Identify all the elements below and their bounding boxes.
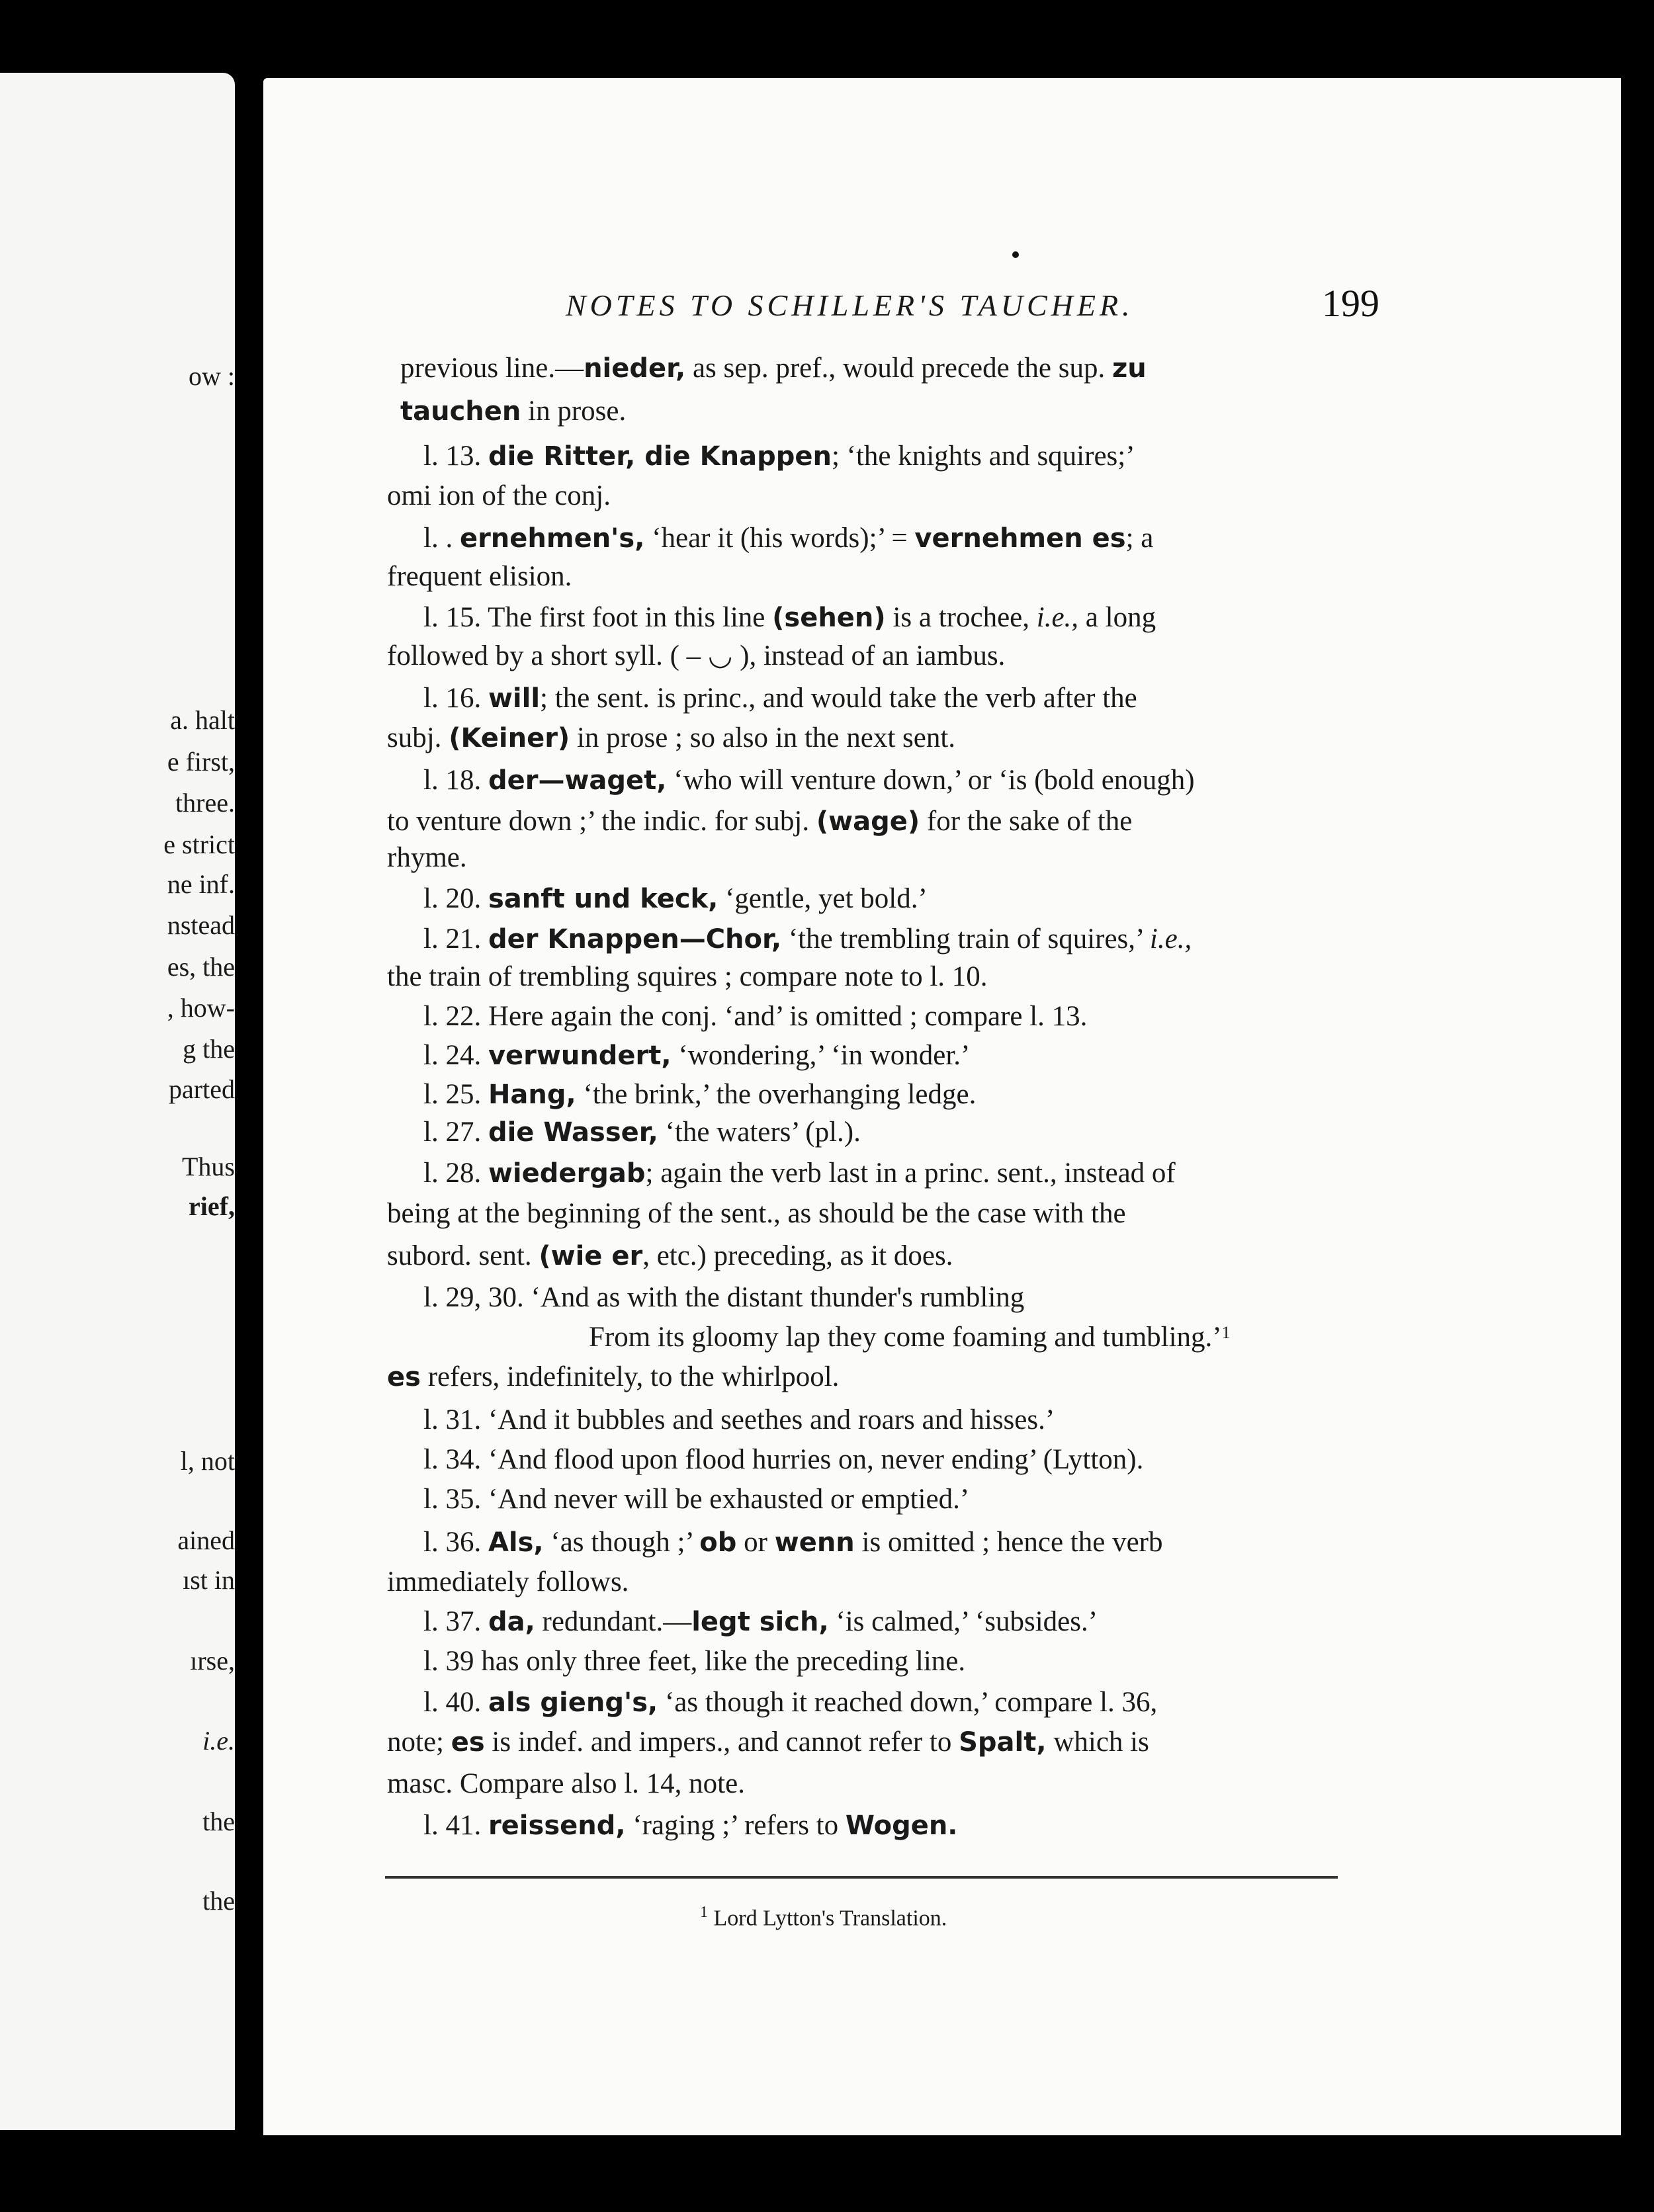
note-continuation [387, 1728, 1149, 1756]
note-continuation [589, 1323, 1231, 1351]
note-entry [423, 1283, 1024, 1312]
note-continuation [387, 843, 467, 872]
note-text: followed by a short syll. ( – ◡ ), instead of an iambus. [387, 640, 1006, 671]
note-text: as sep. pref., would precede the sup. [685, 353, 1112, 384]
german-term: ob [699, 1527, 737, 1558]
left-page-line: i.e. [202, 1726, 235, 1756]
left-page-line: parted [169, 1074, 235, 1104]
note-text: being at the beginning of the sent., as should be the case with the [387, 1198, 1126, 1229]
footnote-rule [385, 1876, 1338, 1879]
note-text: ; the sent. is princ., and would take the verb after the [540, 683, 1137, 714]
left-page-line: a. halt [170, 705, 235, 735]
line-reference: l. 39 [423, 1646, 482, 1677]
left-page-line: three. [175, 788, 235, 818]
note-text: rhyme. [387, 842, 467, 873]
italic-text: i.e., [1036, 602, 1079, 633]
note-entry [423, 684, 1137, 712]
note-entry [423, 1607, 1098, 1636]
note-text: refers, indefinitely, to the whirlpool. [420, 1361, 840, 1392]
note-continuation [387, 642, 1005, 670]
line-reference: l. 15. [423, 602, 488, 633]
note-text: is indef. and impers., and cannot refer to [484, 1726, 959, 1758]
left-page-line: l, not [180, 1446, 235, 1476]
note-text: previous line.— [400, 353, 584, 384]
german-term: (Keiner) [449, 723, 570, 753]
note-entry [423, 524, 1153, 552]
note-entry [423, 1159, 1176, 1187]
german-term: als gieng's, [488, 1687, 658, 1718]
footnote [700, 1904, 947, 1931]
german-term: Als, [488, 1527, 544, 1558]
left-page-line: Thus [182, 1152, 235, 1181]
note-text: ‘the trembling train of squires,’ [781, 923, 1150, 955]
note-text: is omitted ; hence the verb [854, 1527, 1163, 1558]
note-entry [423, 442, 1135, 470]
note-continuation [387, 1242, 953, 1270]
german-term: tauchen [400, 396, 521, 427]
note-text: masc. Compare also l. 14, note. [387, 1768, 745, 1799]
line-reference: l. . [423, 523, 460, 554]
note-text: ‘is calmed,’ ‘subsides.’ [828, 1606, 1098, 1637]
left-page-line: the [202, 1886, 235, 1916]
german-term: reissend, [488, 1810, 626, 1841]
note-text: ‘gentle, yet bold.’ [718, 883, 928, 914]
line-reference: l. 20. [423, 883, 488, 914]
note-text: immediately follows. [387, 1566, 629, 1597]
line-reference: l. 16. [423, 683, 488, 714]
german-term: Hang, [488, 1080, 576, 1110]
note-continuation [387, 1769, 745, 1798]
note-text: The first foot in this line [488, 602, 773, 633]
left-page-line: rief, [189, 1191, 235, 1221]
left-page-line: ained [177, 1525, 235, 1555]
note-text: ‘hear it (his words);’ = [644, 523, 915, 554]
german-term: will [488, 683, 541, 714]
note-text: ‘the waters’ (pl.). [658, 1117, 861, 1148]
page-number: 199 [1322, 282, 1379, 325]
footnote-marker: 1 [700, 1904, 708, 1921]
note-text: From its gloomy lap they come foaming and tumbling.’ [589, 1322, 1222, 1353]
note-text: in prose. [521, 396, 627, 427]
note-text: subj. [387, 722, 449, 753]
note-continuation [387, 482, 611, 510]
german-term: zu [1112, 353, 1147, 384]
note-text: ‘who will venture down,’ or ‘is (bold enough) [666, 765, 1195, 796]
line-reference: l. 40. [423, 1687, 488, 1718]
german-term: Wogen. [845, 1810, 958, 1841]
note-text: omi ion of the conj. [387, 480, 611, 511]
note-text: has only three feet, like the preceding line. [481, 1646, 966, 1677]
note-continuation [387, 562, 572, 591]
note-text: frequent elision. [387, 561, 572, 592]
note-entry [423, 1688, 1157, 1717]
note-entry [423, 1647, 965, 1676]
line-reference: l. 35. [423, 1484, 488, 1515]
left-page-line: ow : [189, 361, 235, 391]
note-text: ‘as though it reached down,’ compare l. 36, [658, 1687, 1158, 1718]
note-text: ‘the brink,’ the overhanging ledge. [576, 1079, 977, 1110]
note-continuation [387, 1199, 1126, 1228]
note-entry [423, 1485, 969, 1513]
german-term: der—waget, [488, 765, 667, 796]
note-text: the train of trembling squires ; compare note to l. 10. [387, 961, 988, 992]
note-entry [423, 1080, 976, 1109]
german-term: wenn [774, 1527, 855, 1558]
left-page-line: g the [183, 1034, 235, 1064]
note-text: a long [1078, 602, 1156, 633]
left-page-line: es, the [167, 952, 235, 982]
line-reference: l. 18. [423, 765, 488, 796]
left-page-line: ne inf. [167, 869, 235, 899]
line-reference: l. 13. [423, 441, 488, 472]
german-term: (wie er [539, 1241, 643, 1271]
note-text: in prose ; so also in the next sent. [570, 722, 956, 753]
german-term: legt sich, [691, 1607, 829, 1637]
note-text: to venture down ;’ the indic. for subj. [387, 806, 816, 837]
note-entry [423, 1811, 958, 1840]
line-reference: l. 24. [423, 1040, 488, 1071]
note-entry [423, 1041, 970, 1070]
note-text: subord. sent. [387, 1240, 539, 1271]
german-term: der Knappen—Chor, [488, 924, 782, 955]
german-term: sanft und keck, [488, 884, 718, 914]
german-term: ernehmen's, [459, 523, 645, 554]
line-reference: l. 28. [423, 1158, 488, 1189]
german-term: die Wasser, [488, 1117, 658, 1148]
left-page-line: ırse, [190, 1646, 235, 1676]
line-reference: l. 21. [423, 923, 488, 955]
left-page-line: e first, [167, 747, 235, 777]
line-reference: l. 34. [423, 1444, 488, 1475]
note-text: or [736, 1527, 775, 1558]
note-continuation [387, 962, 988, 991]
note-text: ‘And flood upon flood hurries on, never ending’ (Lytton). [488, 1444, 1144, 1475]
german-term: (wage) [816, 806, 920, 837]
german-term: nieder, [584, 353, 686, 384]
german-term: Spalt, [959, 1727, 1047, 1758]
german-term: die Ritter, die Knappen [488, 441, 832, 472]
note-entry [423, 1406, 1055, 1434]
note-text: Here again the conj. ‘and’ is omitted ; compare l. 13. [488, 1001, 1088, 1032]
note-text: ‘And never will be exhausted or emptied.’ [488, 1484, 970, 1515]
line-reference: l. 37. [423, 1606, 488, 1637]
note-text: , etc.) preceding, as it does. [642, 1240, 953, 1271]
line-reference: l. 36. [423, 1527, 488, 1558]
german-term: verwundert, [488, 1041, 672, 1071]
header-dot [1012, 251, 1019, 258]
german-term: (sehen) [772, 603, 886, 633]
note-text: ‘And it bubbles and seethes and roars and hisses.’ [488, 1404, 1055, 1435]
note-text: ‘wondering,’ ‘in wonder.’ [671, 1040, 971, 1071]
german-term: es [387, 1362, 421, 1392]
note-continuation [400, 397, 626, 425]
german-term: es [451, 1727, 485, 1758]
italic-text: i.e., [1149, 923, 1192, 955]
note-entry [423, 925, 1192, 953]
note-text: redundant.— [535, 1606, 692, 1637]
left-page-line: , how- [167, 993, 235, 1023]
note-text: ; a [1125, 523, 1154, 554]
note-entry [423, 766, 1195, 794]
german-term: vernehmen es [914, 523, 1126, 554]
note-continuation [387, 724, 955, 752]
note-text: ‘And as with the distant thunder's rumbling [531, 1282, 1025, 1313]
note-continuation [387, 1363, 839, 1391]
line-reference: l. 27. [423, 1117, 488, 1148]
note-continuation [387, 807, 1132, 835]
note-entry [423, 1118, 861, 1146]
note-text: note; [387, 1726, 451, 1758]
note-entry [423, 884, 928, 913]
line-reference: l. 31. [423, 1404, 488, 1435]
left-page-fragment [0, 73, 235, 2130]
left-page-line: the [202, 1807, 235, 1836]
running-header: NOTES TO SCHILLER'S TAUCHER. [566, 288, 1134, 322]
note-text: for the sake of the [920, 806, 1133, 837]
note-text: ; ‘the knights and squires;’ [831, 441, 1135, 472]
line-reference: l. 29, 30. [423, 1282, 531, 1313]
note-text: is a trochee, [885, 602, 1037, 633]
note-entry [423, 603, 1156, 632]
note-continuation [400, 354, 1147, 382]
line-reference: l. 41. [423, 1810, 488, 1841]
left-page-line: e strict [163, 830, 235, 859]
left-page-text [0, 73, 235, 2130]
german-term: da, [488, 1607, 535, 1637]
footnote-ref: 1 [1221, 1323, 1231, 1342]
note-entry [423, 1002, 1087, 1031]
left-page-line: nstead [167, 910, 235, 940]
line-reference: l. 22. [423, 1001, 488, 1032]
note-entry [423, 1528, 1163, 1556]
note-continuation [387, 1568, 629, 1596]
left-page-line: ıst in [183, 1565, 235, 1595]
note-entry [423, 1445, 1143, 1474]
german-term: wiedergab [488, 1158, 646, 1189]
note-text: ; again the verb last in a princ. sent., instead of [645, 1158, 1176, 1189]
note-text: which is [1046, 1726, 1149, 1758]
note-text: ‘raging ;’ refers to [625, 1810, 846, 1841]
line-reference: l. 25. [423, 1079, 488, 1110]
footnote-text: Lord Lytton's Translation. [713, 1906, 947, 1931]
note-text: ‘as though ;’ [543, 1527, 700, 1558]
